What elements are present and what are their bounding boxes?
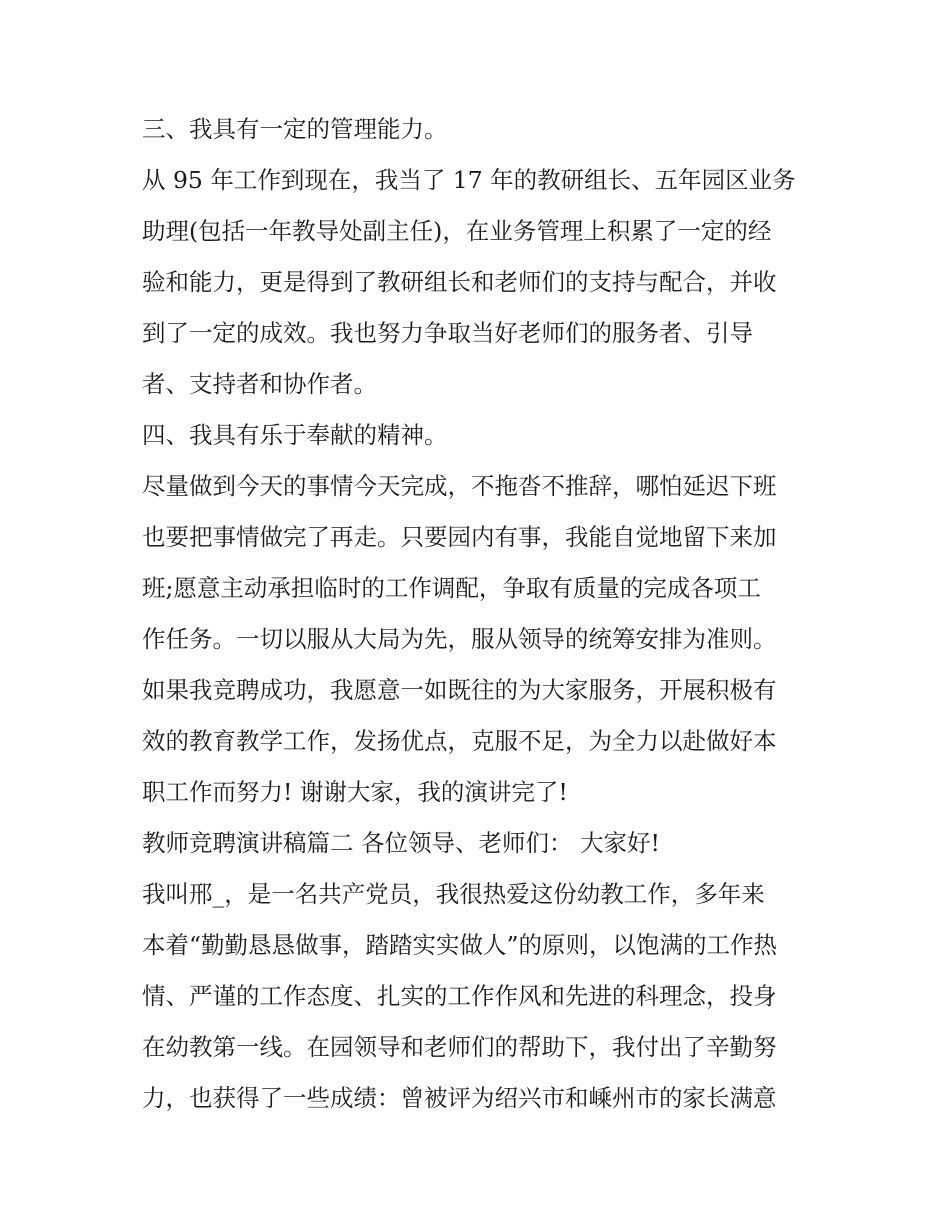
text-line: 力，也获得了一些成绩：曾被评为绍兴市和嵊州市的家长满意 [142,1084,777,1112]
text-line: 在幼教第一线。在园领导和老师们的帮助下，我付出了辛勤努 [142,1033,777,1061]
text-line: 班;愿意主动承担临时的工作调配，争取有质量的完成各项工 [142,574,761,602]
section-heading-3: 三、我具有一定的管理能力。 [142,115,448,143]
speech-title-line: 教师竞聘演讲稿篇二 各位领导、老师们： 大家好! [142,829,660,857]
text-line: 验和能力，更是得到了教研组长和老师们的支持与配合，并收 [142,268,777,296]
text-line: 助理(包括一年教导处副主任)，在业务管理上积累了一定的经 [142,217,772,245]
document-body [142,104,822,1124]
text-line: 效的教育教学工作，发扬优点，克服不足，为全力以赴做好本 [142,727,777,755]
text-line: 从 95 年工作到现在，我当了 17 年的教研组长、五年园区业务 [142,166,796,194]
text-line: 者、支持者和协作者。 [142,370,377,398]
text-line: 情、严谨的工作态度、扎实的工作作风和先进的科理念，投身 [142,982,777,1010]
text-line: 尽量做到今天的事情今天完成，不拖沓不推辞，哪怕延迟下班 [142,472,777,500]
text-line: 职工作而努力! 谢谢大家，我的演讲完了! [142,778,568,806]
text-line: 也要把事情做完了再走。只要园内有事，我能自觉地留下来加 [142,523,777,551]
text-line: 作任务。一切以服从大局为先，服从领导的统筹安排为准则。 [142,625,777,653]
text-line: 如果我竞聘成功，我愿意一如既往的为大家服务，开展积极有 [142,676,777,704]
text-line: 本着“勤勤恳恳做事，踏踏实实做人”的原则，以饱满的工作热 [142,931,778,959]
section-heading-4: 四、我具有乐于奉献的精神。 [142,421,448,449]
text-line: 我叫邢_，是一名共产党员，我很热爱这份幼教工作，多年来 [142,880,765,908]
text-line: 到了一定的成效。我也努力争取当好老师们的服务者、引导 [142,319,753,347]
